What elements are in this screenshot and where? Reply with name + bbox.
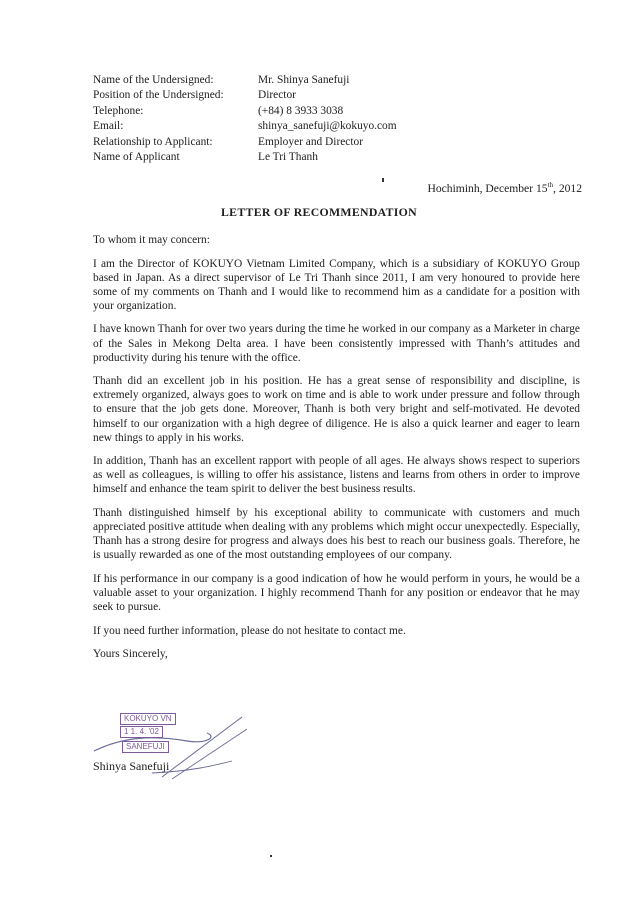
header-value: (+84) 8 3933 3038 [258, 104, 344, 117]
header-block [93, 73, 397, 165]
body-paragraph: If his performance in our company is a good indication of how he would perform in yours, he would be a valuable asset to your organization. I highly recommend Thanh for any position or endeavor that he may seek to pursue. [93, 572, 580, 614]
date-prefix: Hochiminh, December 15 [427, 181, 548, 195]
body-paragraph: Thanh did an excellent job in his position. He has a great sense of responsibility and discipline, is extremely organized, always goes to work on time and is able to work under pressure and follow through to ensure that the job gets done. Moreover, Thanh is both very bright and self-motivated. He devoted himself to our organization with a high degree of diligence. He is also a quick learner and eager to learn new things to apply in his works. [93, 375, 580, 444]
letter-title: LETTER OF RECOMMENDATION [221, 205, 417, 219]
header-row [93, 135, 397, 150]
header-row [93, 150, 397, 165]
date-year: , 2012 [553, 181, 582, 195]
body-paragraph: I am the Director of KOKUYO Vietnam Limited Company, which is a subsidiary of KOKUYO Group based in Japan. As a direct supervisor of Le Tri Thanh since 2011, I am very honoured to provide here some of my comments on Thanh and I would like to recommend him as a candidate for a position with your organization. [93, 257, 580, 312]
header-value: Employer and Director [258, 135, 364, 148]
letter-body [93, 233, 580, 671]
header-label: Email: [93, 120, 124, 133]
body-paragraph: I have known Thanh for over two years during the time he worked in our company as a Marketer in charge of the Sales in Mekong Delta area. I have been consistently impressed with Thanh’s attitudes and productivity during his tenure with the office. [93, 323, 580, 364]
header-row [93, 104, 397, 119]
signature-block [92, 711, 272, 783]
header-value: Le Tri Thanh [258, 151, 318, 164]
header-label: Telephone: [93, 104, 144, 117]
header-row [93, 73, 397, 88]
salutation: To whom it may concern: [93, 234, 210, 246]
scan-speck [270, 855, 272, 857]
stamp-company: KOKUYO VN [120, 713, 176, 725]
header-value: Mr. Shinya Sanefuji [258, 74, 350, 86]
body-paragraph: Thanh distinguished himself by his exceptional ability to communicate with customers and much appreciated positive attitude when dealing with any problems which might occur unexpectedly. Especially, Thanh has a strong desire for progress and always does his best to reach our business goals. Therefore, he is usually rewarded as one of the most outstanding employees of our company. [93, 507, 580, 562]
header-row [93, 88, 397, 103]
header-label: Position of the Undersigned: [93, 89, 224, 102]
date-suffix: th [547, 181, 554, 189]
header-row [93, 119, 397, 134]
closing: Yours Sincerely, [93, 648, 168, 661]
signatory-name: Shinya Sanefuji [93, 759, 170, 773]
header-label: Relationship to Applicant: [93, 135, 213, 148]
stamp-name: SANEFUJI [122, 741, 169, 753]
scan-mark [382, 178, 384, 182]
header-label: Name of Applicant [93, 151, 180, 164]
body-paragraph: If you need further information, please do not hesitate to contact me. [93, 624, 406, 637]
body-paragraph: In addition, Thanh has an excellent rapport with people of all ages. He always shows respect to superiors as well as colleagues, is willing to offer his assistance, listens and learns from others in order to improve himself and enhance the team spirit to deliver the best business results. [93, 455, 580, 496]
stamp-date: 1 1. 4. '02 [120, 726, 163, 738]
header-value: shinya_sanefuji@kokuyo.com [258, 120, 397, 133]
header-value: Director [258, 89, 296, 102]
header-label: Name of the Undersigned: [93, 74, 214, 86]
letter-date [427, 181, 582, 195]
